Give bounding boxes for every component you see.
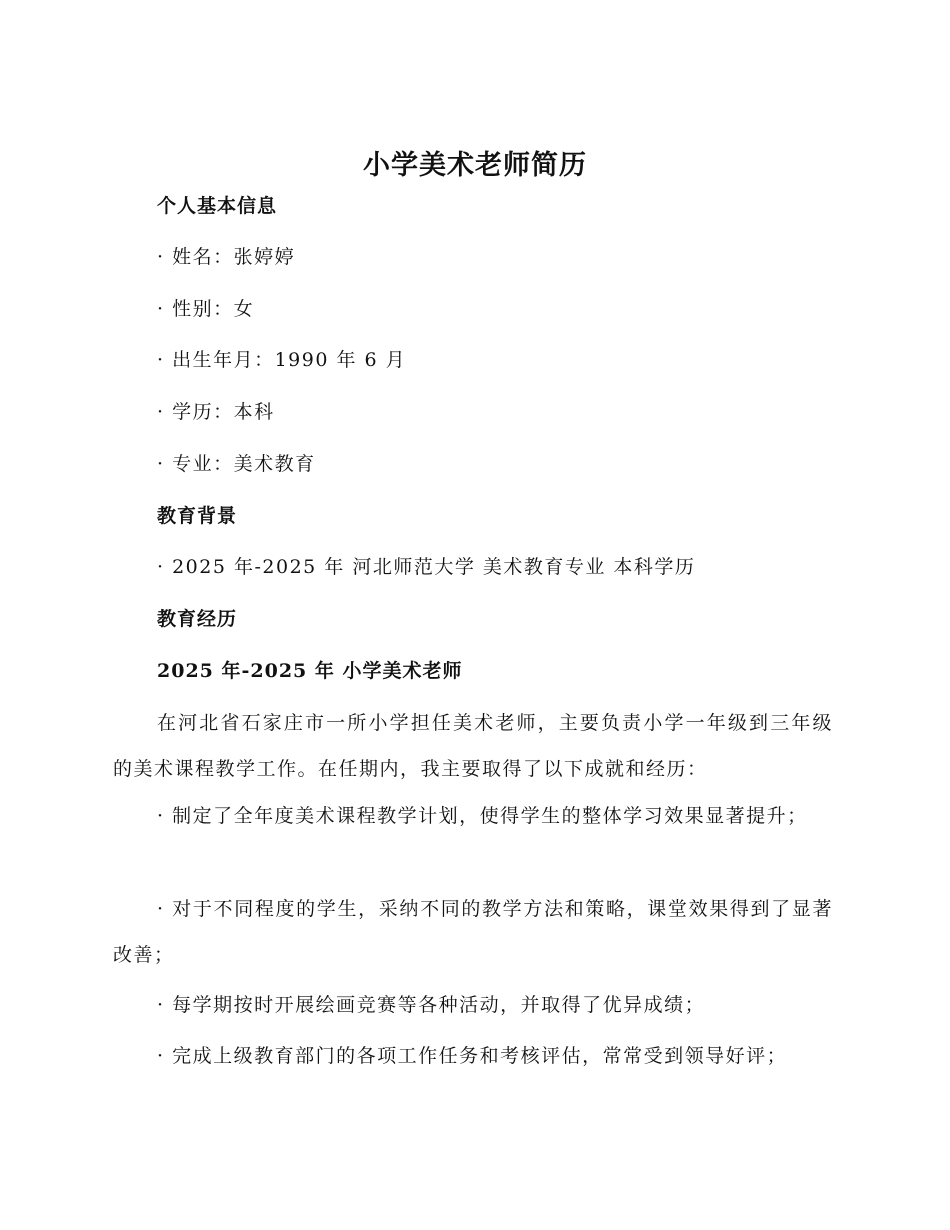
job-title: 2025 年-2025 年 小学美术老师 <box>157 660 463 682</box>
achievement-item-3: · 每学期按时开展绘画竞赛等各种活动，并取得了优异成绩； <box>157 994 706 1016</box>
education-item: · 2025 年-2025 年 河北师范大学 美术教育专业 本科学历 <box>157 556 696 578</box>
info-item-major: · 专业：美术教育 <box>157 453 316 475</box>
achievement-item-1: · 制定了全年度美术课程教学计划，使得学生的整体学习效果显著提升； <box>157 805 808 827</box>
info-item-birth-date: · 出生年月：1990 年 6 月 <box>157 349 407 371</box>
info-item-gender: · 性别：女 <box>157 298 255 320</box>
page-title: 小学美术老师简历 <box>363 150 587 181</box>
info-item-name: · 姓名：张婷婷 <box>157 246 296 268</box>
section-heading-personal-info: 个人基本信息 <box>157 195 278 217</box>
section-heading-education-background: 教育背景 <box>157 505 238 527</box>
experience-intro-paragraph: 在河北省石家庄市一所小学担任美术老师，主要负责小学一年级到三年级的美术课程教学工作。在任期内，我主要取得了以下成就和经历： <box>113 712 833 780</box>
section-heading-teaching-experience: 教育经历 <box>157 608 238 630</box>
achievement-item-4: · 完成上级教育部门的各项工作任务和考核评估，常常受到领导好评； <box>157 1045 788 1067</box>
info-item-degree: · 学历：本科 <box>157 401 275 423</box>
achievement-item-2: · 对于不同程度的学生，采纳不同的教学方法和策略，课堂效果得到了显著改善； <box>113 898 833 966</box>
